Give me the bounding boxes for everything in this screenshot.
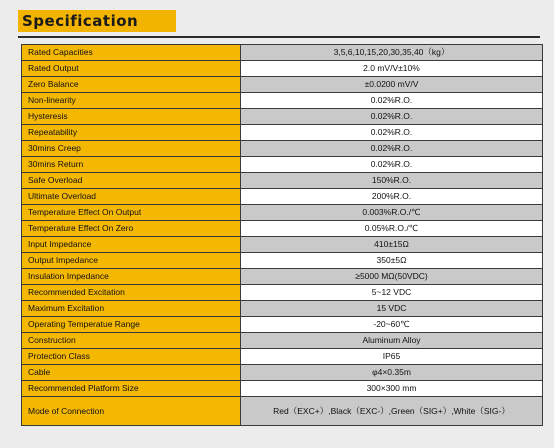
spec-value: 2.0 mV/V±10% xyxy=(241,61,543,77)
spec-row xyxy=(22,333,543,349)
spec-row xyxy=(22,189,543,205)
spec-row xyxy=(22,365,543,381)
spec-label: Output Impedance xyxy=(22,253,241,269)
spec-label: Maximum Excitation xyxy=(22,301,241,317)
spec-label: Construction xyxy=(22,333,241,349)
spec-row xyxy=(22,141,543,157)
spec-row xyxy=(22,125,543,141)
spec-value: 300×300 mm xyxy=(241,381,543,397)
spec-value: ±0.0200 mV/V xyxy=(241,77,543,93)
specification-table xyxy=(21,44,543,426)
specification-table-body xyxy=(22,45,543,426)
spec-value: 0.02%R.O. xyxy=(241,141,543,157)
spec-value: 350±5Ω xyxy=(241,253,543,269)
spec-label: 30mins Creep xyxy=(22,141,241,157)
spec-label: Repeatability xyxy=(22,125,241,141)
spec-row xyxy=(22,317,543,333)
spec-value: Red（EXC+）,Black（EXC-）,Green（SIG+）,White（SIG-） xyxy=(241,397,543,426)
spec-label: 30mins Return xyxy=(22,157,241,173)
spec-row xyxy=(22,237,543,253)
spec-row xyxy=(22,205,543,221)
spec-label: Temperature Effect On Output xyxy=(22,205,241,221)
spec-label: Mode of Connection xyxy=(22,397,241,426)
spec-label: Temperature Effect On Zero xyxy=(22,221,241,237)
spec-label: Zero Balance xyxy=(22,77,241,93)
spec-row xyxy=(22,285,543,301)
spec-value: 0.05%R.O./℃ xyxy=(241,221,543,237)
spec-value: 3,5,6,10,15,20,30,35,40（kg） xyxy=(241,45,543,61)
spec-label: Protection Class xyxy=(22,349,241,365)
spec-label: Rated Capacities xyxy=(22,45,241,61)
spec-row xyxy=(22,253,543,269)
spec-label: Input Impedance xyxy=(22,237,241,253)
spec-label: Cable xyxy=(22,365,241,381)
spec-row xyxy=(22,397,543,426)
spec-value: 0.02%R.O. xyxy=(241,125,543,141)
spec-value: 0.02%R.O. xyxy=(241,93,543,109)
spec-value: 200%R.O. xyxy=(241,189,543,205)
spec-label: Recommended Platform Size xyxy=(22,381,241,397)
spec-row xyxy=(22,61,543,77)
spec-row xyxy=(22,173,543,189)
spec-value: -20~60℃ xyxy=(241,317,543,333)
spec-value: φ4×0.35m xyxy=(241,365,543,381)
spec-label: Non-linearity xyxy=(22,93,241,109)
spec-label: Safe Overload xyxy=(22,173,241,189)
spec-row xyxy=(22,93,543,109)
title-divider xyxy=(18,36,540,38)
spec-row xyxy=(22,349,543,365)
spec-label: Ultimate Overload xyxy=(22,189,241,205)
section-title: Specification xyxy=(22,12,139,30)
spec-value: IP65 xyxy=(241,349,543,365)
spec-value: 0.02%R.O. xyxy=(241,109,543,125)
spec-value: 410±15Ω xyxy=(241,237,543,253)
spec-row xyxy=(22,381,543,397)
spec-label: Rated Output xyxy=(22,61,241,77)
spec-value: 0.003%R.O./℃ xyxy=(241,205,543,221)
spec-row xyxy=(22,45,543,61)
spec-row xyxy=(22,221,543,237)
spec-value: 0.02%R.O. xyxy=(241,157,543,173)
spec-label: Recommended Excitation xyxy=(22,285,241,301)
spec-label: Hysteresis xyxy=(22,109,241,125)
spec-row xyxy=(22,157,543,173)
spec-label: Insulation Impedance xyxy=(22,269,241,285)
spec-value: 5~12 VDC xyxy=(241,285,543,301)
spec-label: Operating Temperatue Range xyxy=(22,317,241,333)
section-title-bar xyxy=(18,10,176,32)
spec-row xyxy=(22,269,543,285)
spec-value: 150%R.O. xyxy=(241,173,543,189)
spec-row xyxy=(22,109,543,125)
spec-value: 15 VDC xyxy=(241,301,543,317)
spec-row xyxy=(22,77,543,93)
spec-row xyxy=(22,301,543,317)
spec-value: ≥5000 MΩ(50VDC) xyxy=(241,269,543,285)
spec-value: Aluminum Alloy xyxy=(241,333,543,349)
